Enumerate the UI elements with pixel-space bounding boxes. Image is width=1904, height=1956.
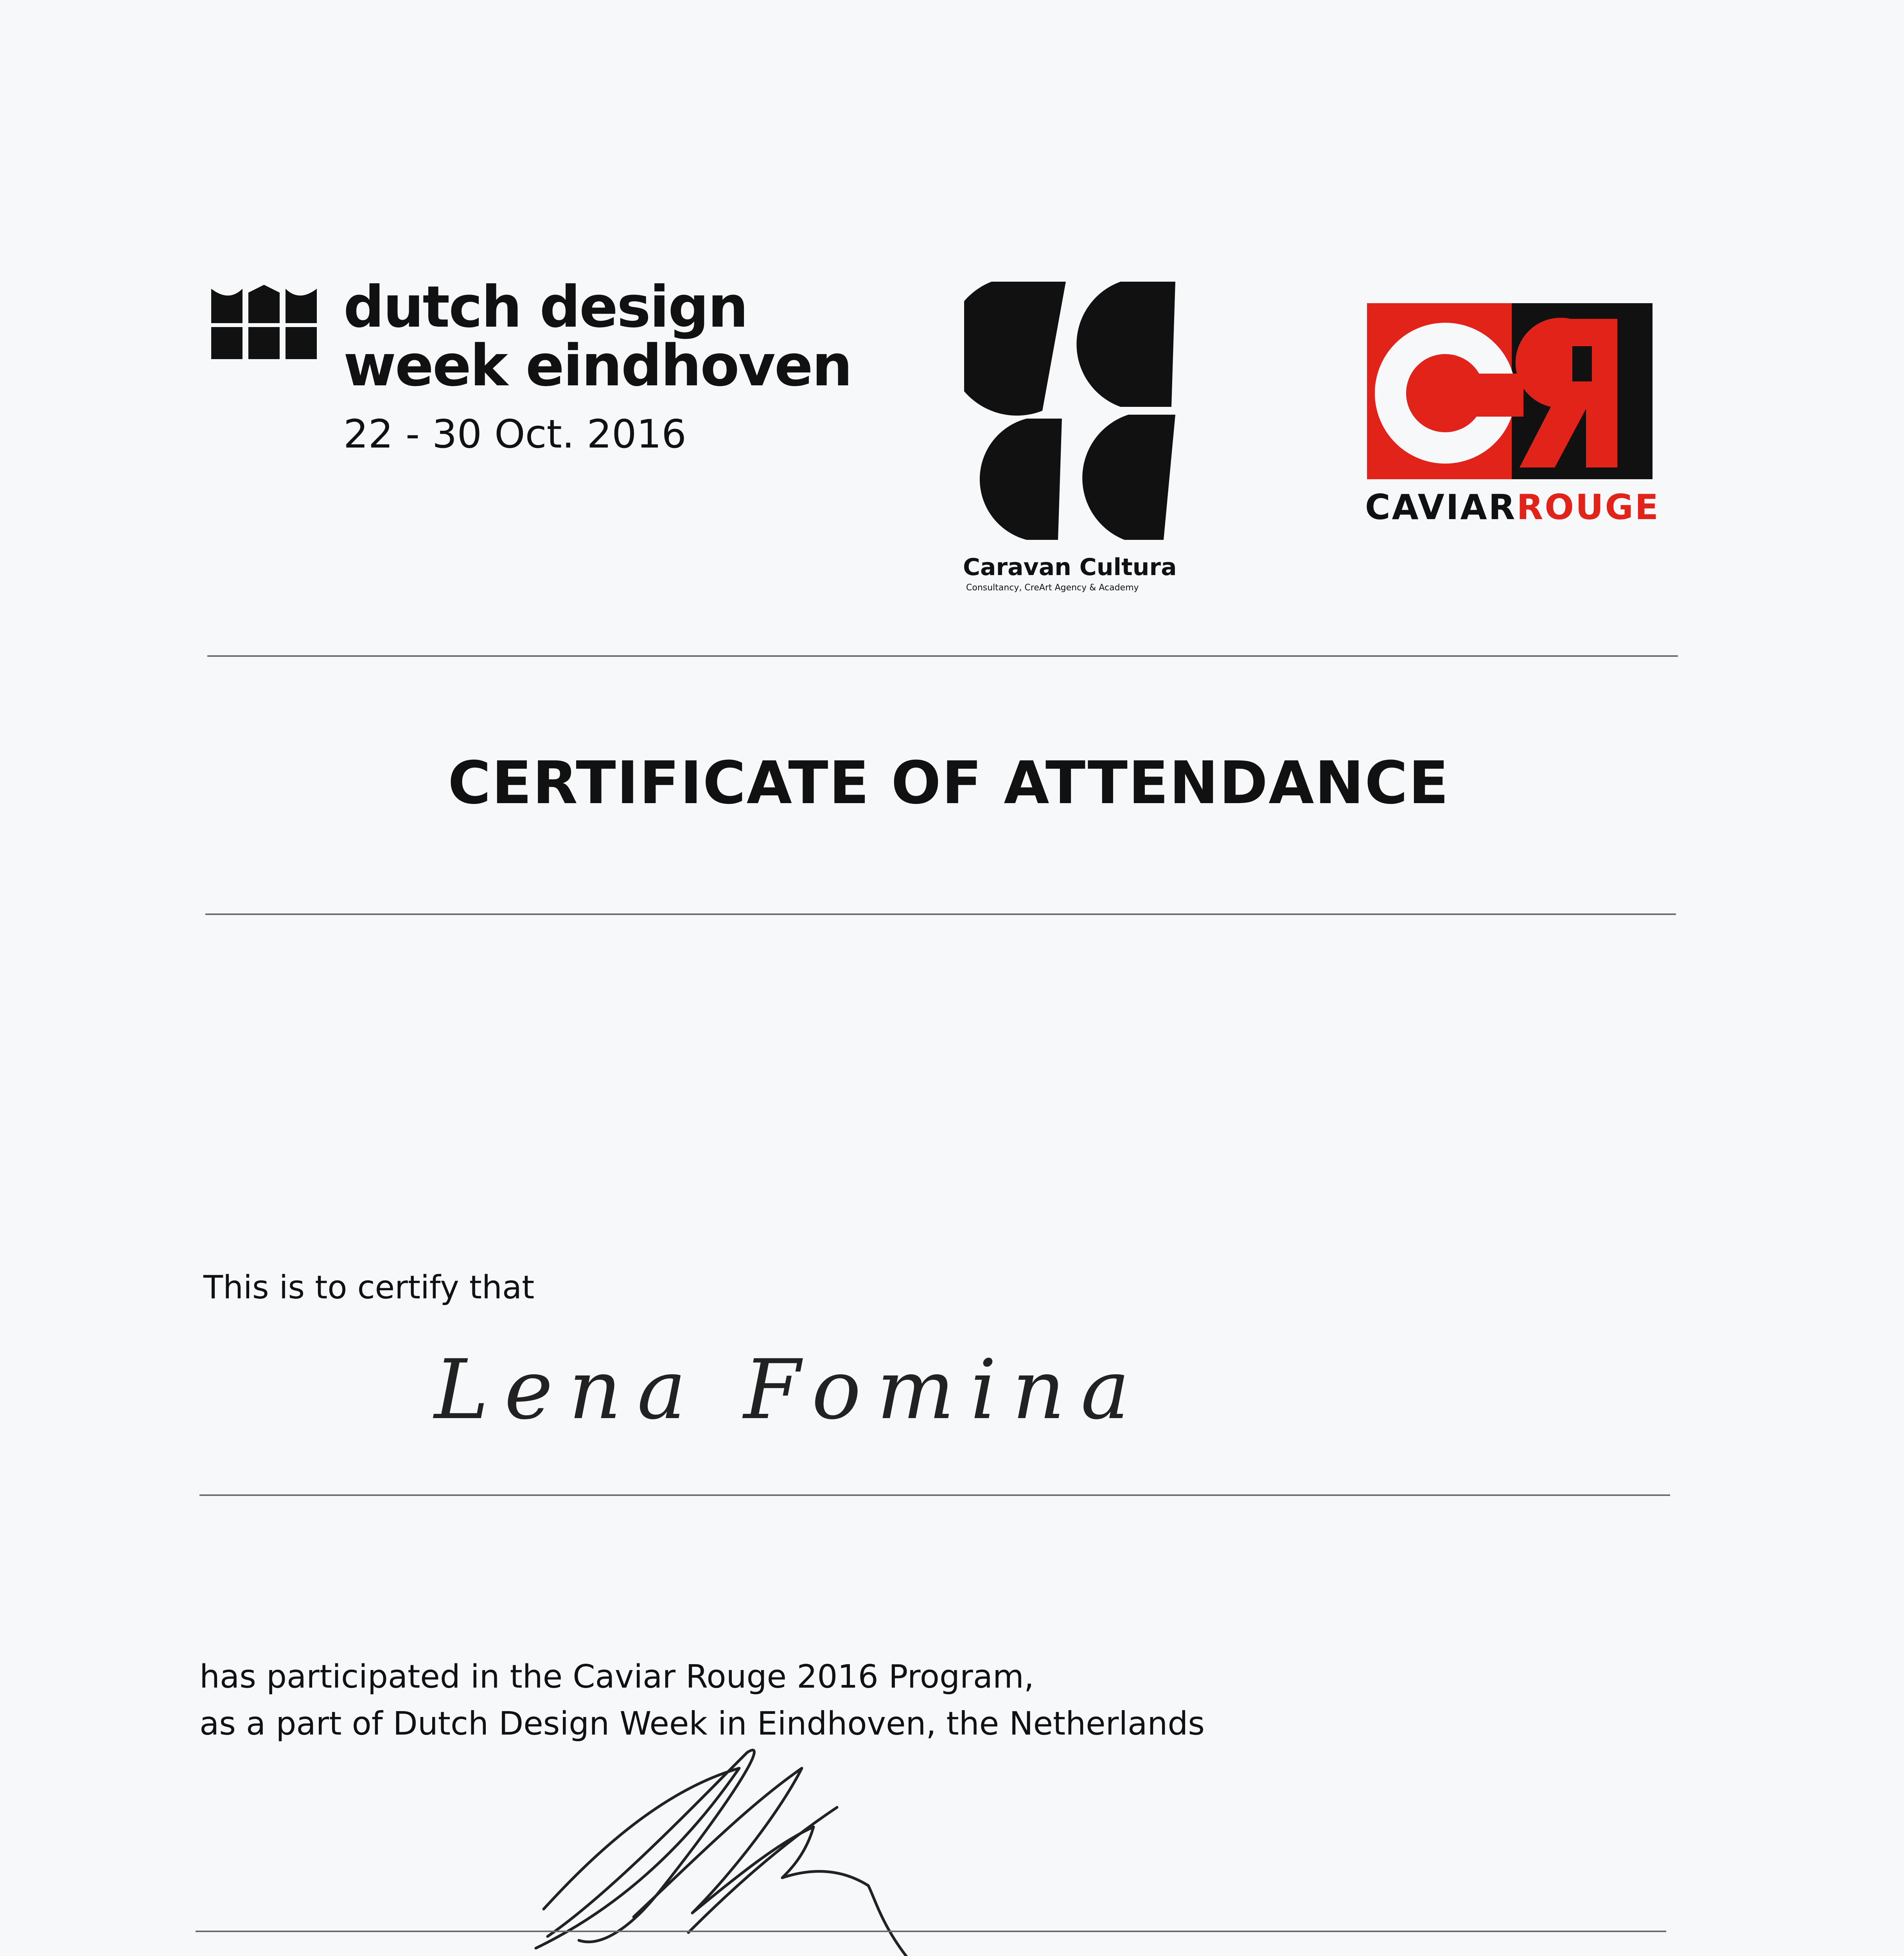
caravan-tagline: Consultancy, CreArt Agency & Academy [966, 583, 1139, 593]
caravan-shapes-icon [964, 282, 1175, 540]
signature-line [196, 1931, 1666, 1932]
certificate-title: CERTIFICATE OF ATTENDANCE [448, 749, 1450, 817]
participation-line-1: has participated in the Caviar Rouge 2016 Program, [199, 1658, 1034, 1695]
ddw-dates: 22 - 30 Oct. 2016 [343, 411, 686, 457]
caviar-rouge-logo [1365, 303, 1660, 530]
caravan-cultura-logo [954, 282, 1189, 595]
caviar-rouge-wordmark [1365, 487, 1660, 527]
title-divider [205, 913, 1676, 915]
top-divider [207, 655, 1678, 657]
tulip-icon [211, 285, 317, 359]
ddw-name-line2: week eindhoven [343, 333, 851, 399]
cr-monogram-icon [1367, 303, 1653, 479]
participation-line-2: as a part of Dutch Design Week in Eindhoven, the Netherlands [199, 1705, 1205, 1742]
signature-icon [532, 1729, 1080, 1956]
rouge-word: ROUGE [1516, 487, 1660, 527]
intro-text: This is to certify that [203, 1269, 535, 1306]
caravan-name: Caravan Cultura [963, 554, 1177, 581]
caviar-word: CAVIAR [1365, 487, 1517, 527]
ddw-logo [211, 274, 851, 477]
recipient-name: Lena Fomina [434, 1342, 1146, 1438]
name-line [199, 1494, 1670, 1496]
ddw-name-line1: dutch design [343, 274, 747, 340]
